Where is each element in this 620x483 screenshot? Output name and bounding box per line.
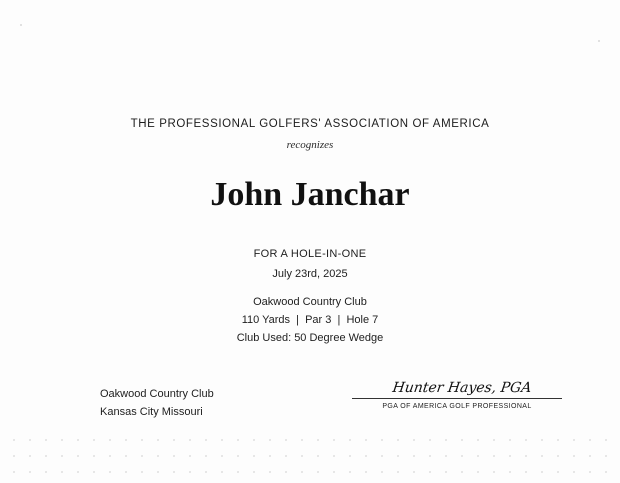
organization-heading: THE PROFESSIONAL GOLFERS' ASSOCIATION OF AMERICA: [130, 118, 490, 130]
footer-location: Kansas City Missouri: [100, 406, 203, 418]
dotted-pattern: [0, 430, 620, 483]
footer-club-block: [100, 385, 214, 421]
footer-club-name: Oakwood Country Club: [100, 388, 214, 400]
paper-speck: [20, 24, 22, 26]
award-club: Oakwood Country Club: [253, 296, 367, 308]
club-used: Club Used: 50 Degree Wedge: [236, 332, 384, 344]
signature: Hunter Hayes, PGA: [391, 380, 533, 396]
award-title: FOR A HOLE-IN-ONE: [253, 248, 367, 260]
award-date: July 23rd, 2025: [272, 268, 348, 280]
signature-block: [352, 380, 562, 410]
signature-line: [352, 398, 562, 399]
paper-speck: [598, 40, 600, 42]
recipient-name: John Janchar: [210, 176, 410, 213]
signer-title: PGA OF AMERICA GOLF PROFESSIONAL: [382, 403, 532, 410]
recognizes-text: recognizes: [286, 139, 334, 151]
hole-details: 110 Yards | Par 3 | Hole 7: [241, 314, 379, 326]
